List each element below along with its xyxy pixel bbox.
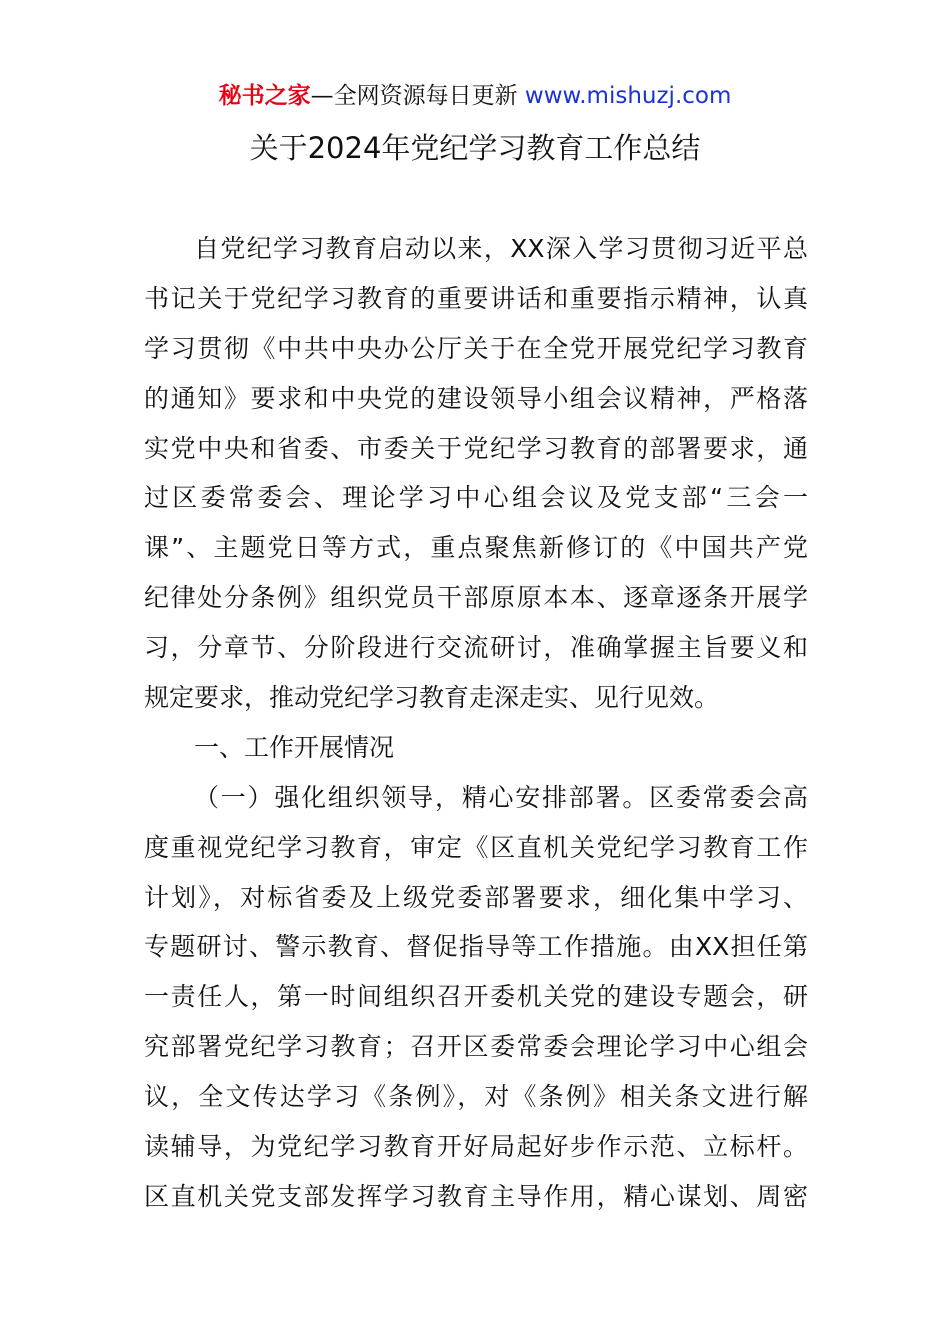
paragraph-line: 书记关于党纪学习教育的重要讲话和重要指示精神，认真 [144,283,808,313]
paragraph-line: 纪律处分条例》组织党员干部原原本本、逐章逐条开展学 [144,583,808,613]
paragraph-line: 的通知》要求和中央党的建设领导小组会议精神，严格落 [144,383,808,413]
site-brand: 秘书之家 [218,83,311,109]
section-heading: 一、工作开展情况 [194,732,395,762]
paragraph-line: 专题研讨、警示教育、督促指导等工作措施。由XX担任第 [144,932,808,962]
document-title: 关于2024年党纪学习教育工作总结 [249,131,701,165]
paragraph-line: 读辅导，为党纪学习教育开好局起好步作示范、立标杆。 [144,1132,808,1162]
paragraph-line: 议，全文传达学习《条例》，对《条例》相关条文进行解 [144,1082,808,1112]
site-header [0,80,950,112]
paragraph-line: 计划》，对标省委及上级党委部署要求，细化集中学习、 [144,882,808,912]
site-tagline: —全网资源每日更新 [310,83,525,109]
paragraph-line: 度重视党纪学习教育，审定《区直机关党纪学习教育工作 [144,832,808,862]
paragraph-line: 自党纪学习教育启动以来，XX深入学习贯彻习近平总 [194,234,808,263]
paragraph-line: 实党中央和省委、市委关于党纪学习教育的部署要求，通 [144,433,808,463]
paragraph-line: 课”、主题党日等方式，重点聚焦新修订的《中国共产党 [144,533,808,563]
site-url-link[interactable]: www.mishuzj.com [524,83,732,109]
paragraph-line: 区直机关党支部发挥学习教育主导作用，精心谋划、周密 [144,1181,808,1211]
paragraph-line: 过区委常委会、理论学习中心组会议及党支部“三会一 [144,483,808,513]
paragraph-line: 一责任人，第一时间组织召开委机关党的建设专题会，研 [144,982,808,1012]
paragraph-line: 习，分章节、分阶段进行交流研讨，准确掌握主旨要义和 [144,633,808,663]
paragraph-line: 学习贯彻《中共中央办公厅关于在全党开展党纪学习教育 [144,333,808,363]
paragraph-line: （一）强化组织领导，精心安排部署。区委常委会高 [194,782,808,812]
document-body [144,224,808,1222]
paragraph-line: 究部署党纪学习教育；召开区委常委会理论学习中心组会 [144,1032,808,1062]
paragraph-line: 规定要求，推动党纪学习教育走深走实、见行见效。 [144,683,720,713]
